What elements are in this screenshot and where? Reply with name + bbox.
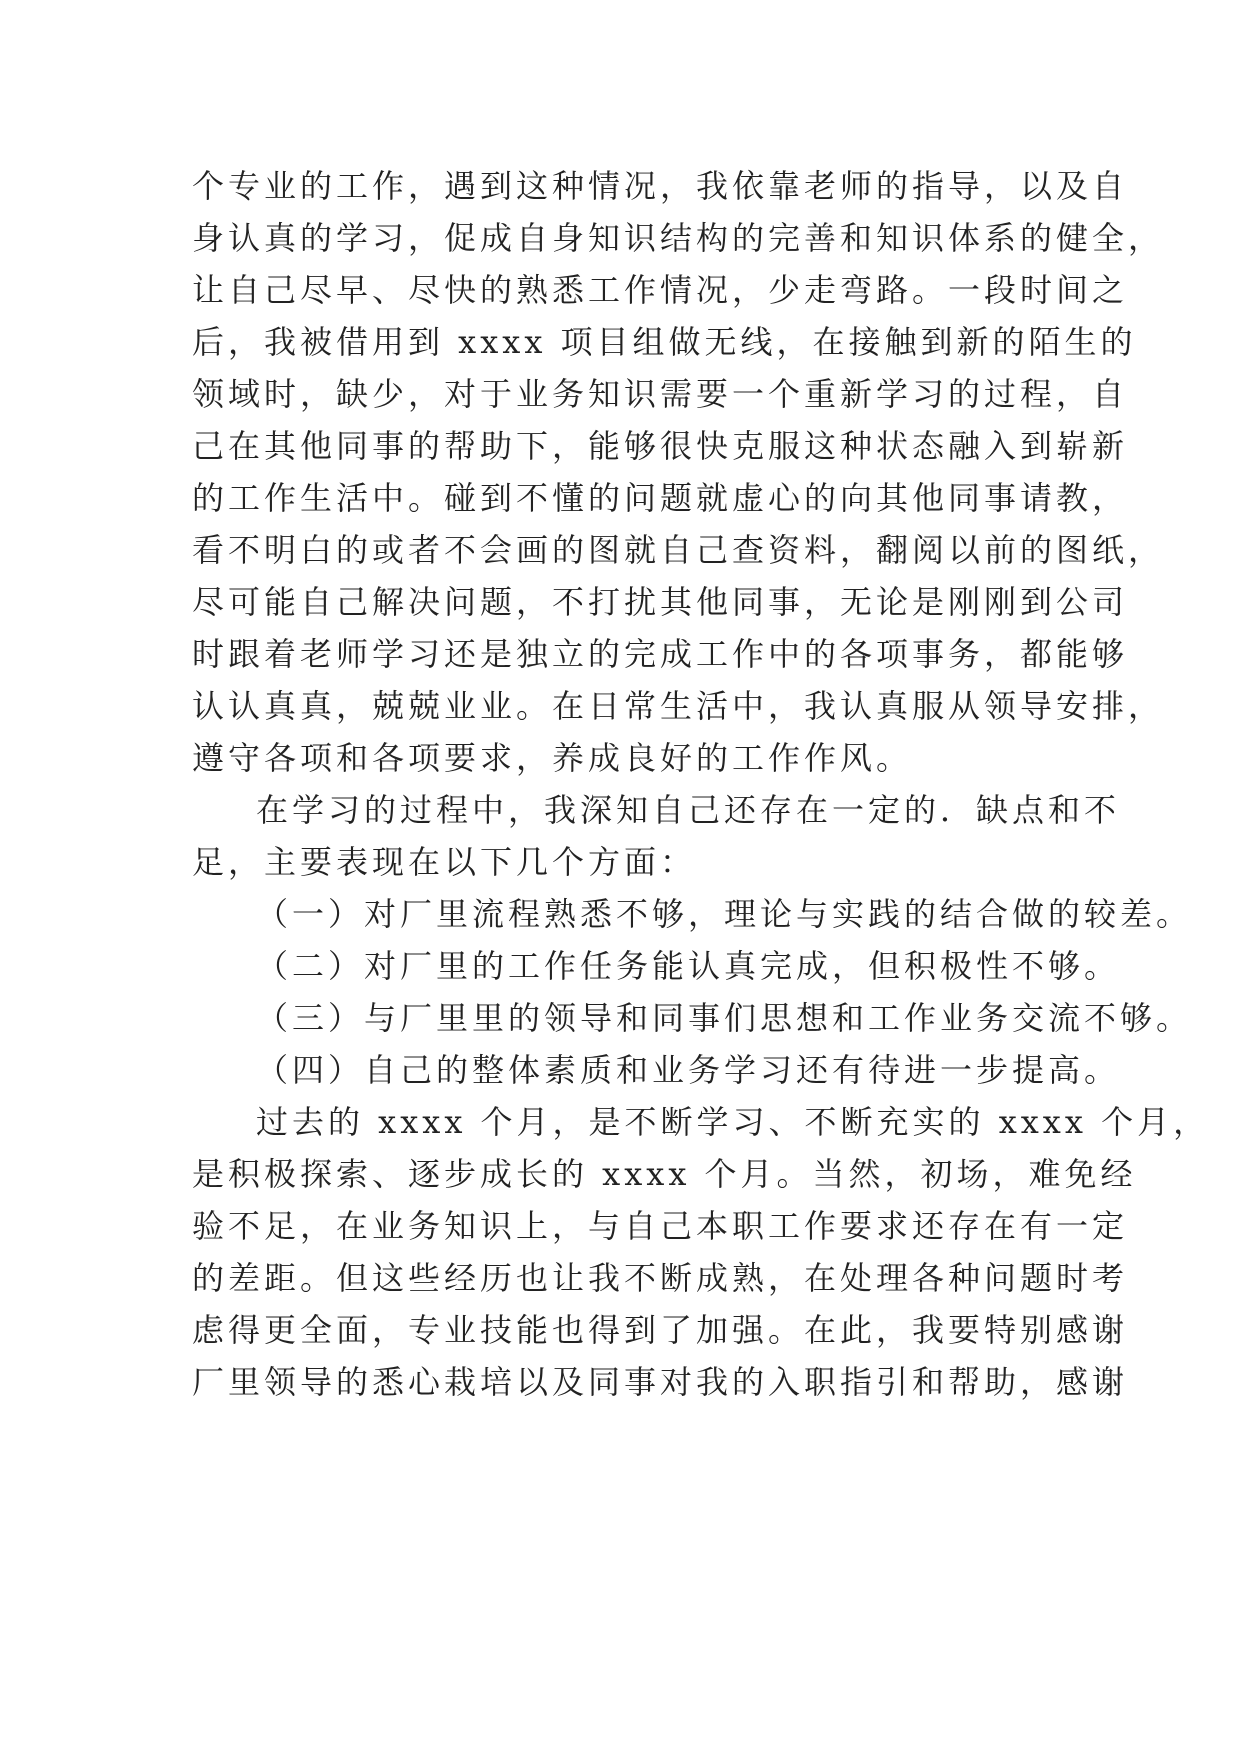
text-line: 让自己尽早、尽快的熟悉工作情况，少走弯路。一段时间之: [192, 271, 1129, 309]
text-line: 己在其他同事的帮助下，能够很快克服这种状态融入到崭新: [192, 427, 1129, 465]
text-line: 领域时，缺少，对于业务知识需要一个重新学习的过程，自: [192, 375, 1129, 413]
text-line: 在学习的过程中，我深知自己还存在一定的．缺点和不: [256, 791, 1121, 829]
text-line: 尽可能自己解决问题，不打扰其他同事，无论是刚刚到公司: [192, 583, 1129, 621]
text-line: 认认真真，兢兢业业。在日常生活中，我认真服从领导安排，: [192, 687, 1165, 725]
text-line: 验不足，在业务知识上，与自己本职工作要求还存在有一定: [192, 1207, 1129, 1245]
list-item: （一）对厂里流程熟悉不够，理论与实践的结合做的较差。: [256, 895, 1193, 933]
text-line: 足，主要表现在以下几个方面：: [192, 843, 697, 881]
list-item: （三）与厂里里的领导和同事们思想和工作业务交流不够。: [256, 999, 1193, 1037]
text-line: 是积极探索、逐步成长的 xxxx 个月。当然，初场，难免经: [192, 1155, 1137, 1193]
text-line: 个专业的工作，遇到这种情况，我依靠老师的指导，以及自: [192, 167, 1129, 205]
list-item: （二）对厂里的工作任务能认真完成，但积极性不够。: [256, 947, 1121, 985]
text-line: 时跟着老师学习还是独立的完成工作中的各项事务，都能够: [192, 635, 1129, 673]
text-line: 身认真的学习，促成自身知识结构的完善和知识体系的健全，: [192, 219, 1165, 257]
text-line: 看不明白的或者不会画的图就自己查资料，翻阅以前的图纸，: [192, 531, 1165, 569]
text-line: 的工作生活中。碰到不懂的问题就虚心的向其他同事请教，: [192, 479, 1129, 517]
text-line: 厂里领导的悉心栽培以及同事对我的入职指引和帮助，感谢: [192, 1363, 1129, 1401]
text-line: 遵守各项和各项要求，养成良好的工作作风。: [192, 739, 913, 777]
text-line: 过去的 xxxx 个月，是不断学习、不断充实的 xxxx 个月，: [256, 1103, 1210, 1141]
list-item: （四）自己的整体素质和业务学习还有待进一步提高。: [256, 1051, 1121, 1089]
body-text: [192, 160, 1210, 1408]
text-line: 的差距。但这些经历也让我不断成熟，在处理各种问题时考: [192, 1259, 1129, 1297]
text-line: 虑得更全面，专业技能也得到了加强。在此，我要特别感谢: [192, 1311, 1129, 1349]
text-line: 后，我被借用到 xxxx 项目组做无线，在接触到新的陌生的: [192, 323, 1137, 361]
